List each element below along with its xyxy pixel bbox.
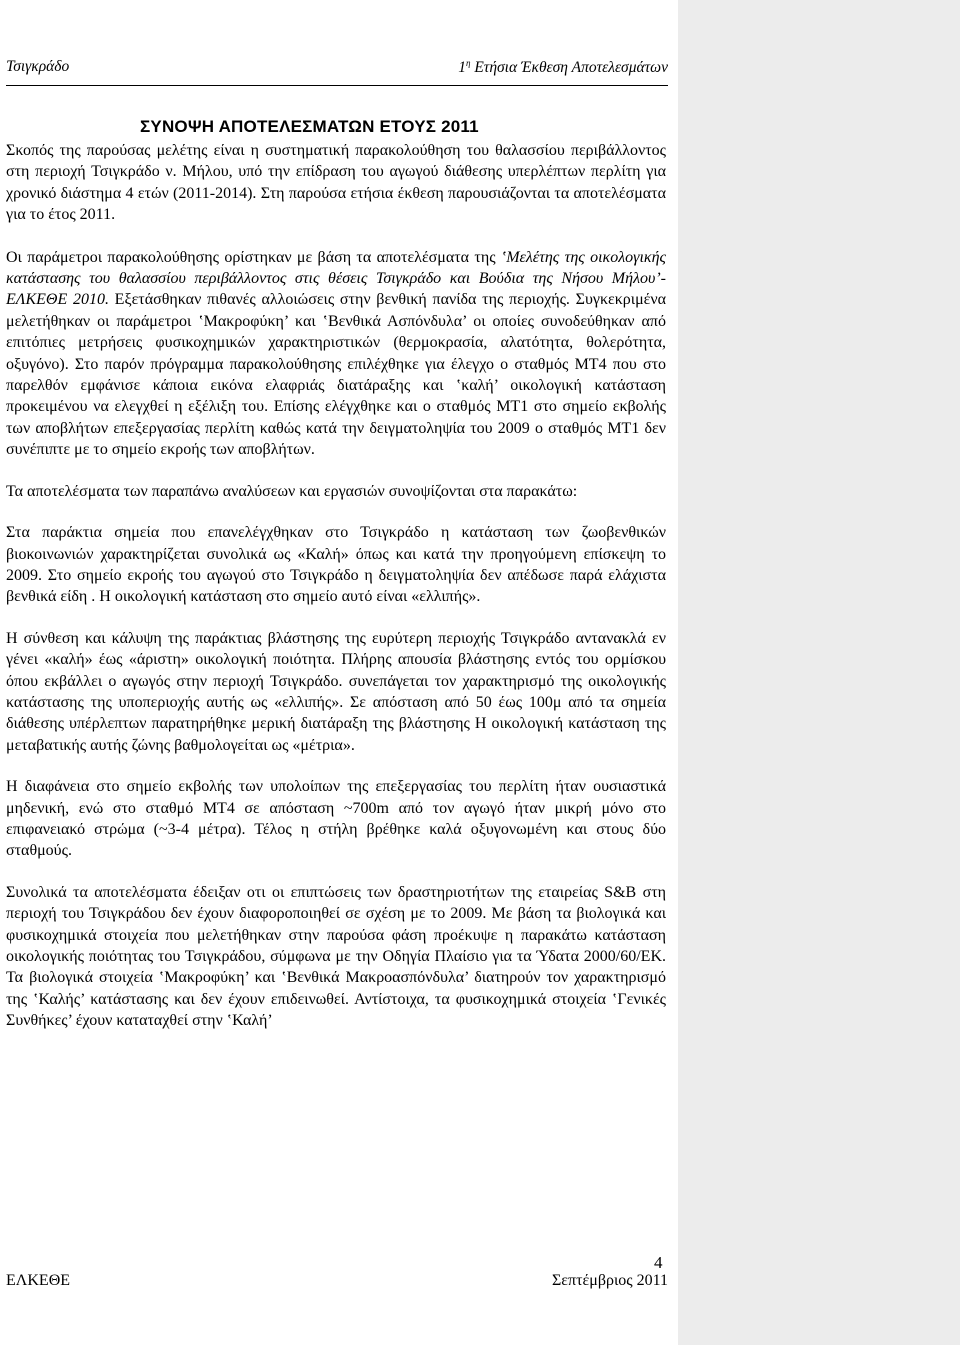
page-number: 4	[654, 1253, 663, 1272]
header-edition-superscript: η	[465, 58, 471, 68]
paragraph-purpose: Σκοπός της παρούσας μελέτης είναι η συστηματική παρακολούθηση του θαλασσίου περιβάλλοντος στη περιοχή Τσιγκράδο ν. Μήλου, υπό την επίδραση του αγωγού διάθεσης υπερλέπτων περλίτη για χρονικό διάστημα 4 ετών (2011-2014). Στη παρούσα ετήσια έκθεση παρουσιάζονται τα αποτελέσματα για το έτος 2011.	[6, 142, 666, 224]
paragraph-zoobenthos: Στα παράκτια σημεία που επανελέγχθηκαν στο Τσιγκράδο η κατάσταση των ζωοβενθικών βιοκοινωνιών χαρακτηρίζεται συνολικά ως «Καλή» όπως και κατά την προηγούμενη επίσκεψη το 2009. Στο σημείο εκροής του αγωγού στο Τσιγκράδο η δειγματοληψία δεν απέδωσε παρά ελάχιστα βενθικά είδη . Η οικολογική κατάσταση στο σημείο αυτό είναι «ελλιπής».	[6, 524, 666, 606]
header-right	[458, 58, 668, 77]
header-edition-number: 1	[458, 59, 466, 77]
comment-margin-pane	[678, 0, 960, 1345]
section-title: ΣΥΝΟΨΗ ΑΠΟΤΕΛΕΣΜΑΤΩΝ ΕΤΟΥΣ 2011	[140, 117, 479, 136]
paragraph-summary-intro: Τα αποτελέσματα των παραπάνω αναλύσεων και εργασιών συνοψίζονται στα παρακάτω:	[6, 482, 578, 500]
document-body	[6, 140, 666, 1052]
header-report-title: Ετήσια Έκθεση Αποτελεσμάτων	[470, 59, 668, 77]
footer-organization: ΕΛΚΕΘΕ	[6, 1272, 71, 1289]
paragraph-parameters-text-b: Εξετάσθηκαν πιθανές αλλοιώσεις στην βενθική πανίδα της περιοχής. Συγκεκριμένα μελετήθηκαν οι παράμετροι ‛Μακροφύκη’ και ‛Βενθικά Ασπόνδυλα’ οι οποίες συνοδεύθηκαν από επιτόπιες μετρήσεις φυσικοχημικών χαρακτηριστικών (θερμοκρασία, αλατότητα, θολερότητα, οξυγόνο). Στο παρόν πρόγραμμα παρακολούθησης επιλέχθηκε για έλεγχο ο σταθμός ΜΤ4 που στο παρελθόν εμφάνισε κάποια εικόνα ελαφριάς διατάραξης και ‛καλή’ οικολογική κατάσταση προκειμένου να ελεγχθεί η εξέλιξη του. Επίσης ελέγχθηκε και ο σταθμός ΜΤ1 στο σημείο εκβολής των αποβλήτων επεξεργασίας περλίτη καθώς κατά την δειγματοληψία του 2009 ο σταθμός ΜΤ1 δεν συνέπιπτε με το σημείο εκροής των αποβλήτων.	[6, 291, 666, 459]
paragraph-conclusion: Συνολικά τα αποτελέσματα έδειξαν οτι οι επιπτώσεις των δραστηριοτήτων της εταιρείας S&B στη περιοχή του Τσιγκράδου δεν έχουν διαφοροποιηθεί σε σχέση με το 2009. Με βάση τα βιολογικά και φυσικοχημικά στοιχεία που μελετήθηκαν στην παρούσα φάση προέκυψε η παρακάτω κατάσταση οικολογικής ποιότητας του Τσιγκράδου, σύμφωνα με την Οδηγία Πλαίσιο για τα Ύδατα 2000/60/ΕΚ. Τα βιολογικά στοιχεία ‛Μακροφύκη’ και ‛Βενθικά Μακροασπόνδυλα’ διατηρούν τον χαρακτηρισμό της ‛Καλής’ κατάστασης και δεν έχουν επιδεινωθεί. Αντίστοιχα, τα φυσικοχημικά στοιχεία ‛Γενικές Συνθήκες’ έχουν καταταχθεί στην ‛Καλή’	[6, 883, 666, 1030]
paragraph-transparency: Η διαφάνεια στο σημείο εκβολής των υπολοίπων της επεξεργασίας του περλίτη ήταν ουσιαστικά μηδενική, ενώ στο σταθμό ΜΤ4 σε απόσταση ~700m από τον αγωγό ήταν μικρή μόνο στο επιφανειακό στρώμα (~3-4 μέτρα). Τέλος η στήλη βρέθηκε καλά οξυγονωμένη και στους δύο σταθμούς.	[6, 778, 666, 860]
paragraph-parameters-text-a: Οι παράμετροι παρακολούθησης ορίστηκαν με βάση τα αποτελέσματα της	[6, 248, 501, 266]
paragraph-parameters	[6, 247, 666, 461]
footer-date: Σεπτέμβριος 2011	[551, 1272, 668, 1289]
header-left: Τσιγκράδο	[6, 58, 70, 75]
paragraph-vegetation: Η σύνθεση και κάλυψη της παράκτιας βλάστησης της ευρύτερη περιοχής Τσιγκράδο αντανακλά εν γένει «καλή» έως «άριστη» οικολογική ποιότητα. Πλήρης απουσία βλάστησης εντός του ορμίσκου όπου εκβάλλει ο αγωγός στην περιοχή Τσιγκράδο. συνεπάγεται τον χαρακτηρισμό της οικολογικής κατάστασης της υποπεριοχής αυτής ως «ελλιπής». Σε απόσταση από 50 έως 100μ από τα σημεία διάθεσης υπέρλεπτων παρατηρήθηκε μερική διατάραξη της βλάστησης Η οικολογική κατάσταση της μεταβατικής αυτής ζώνης βαθμολογείται ως «μέτρια».	[6, 629, 666, 754]
study-citation: ‛Μελέτης της οικολογικής κατάστασης του θαλασσίου περιβάλλοντος στις θέσεις Τσιγκράδο και Βούδια της Νήσου Μήλου’- ΕΛΚΕΘΕ 2010.	[6, 248, 667, 309]
header-rule	[6, 85, 668, 86]
